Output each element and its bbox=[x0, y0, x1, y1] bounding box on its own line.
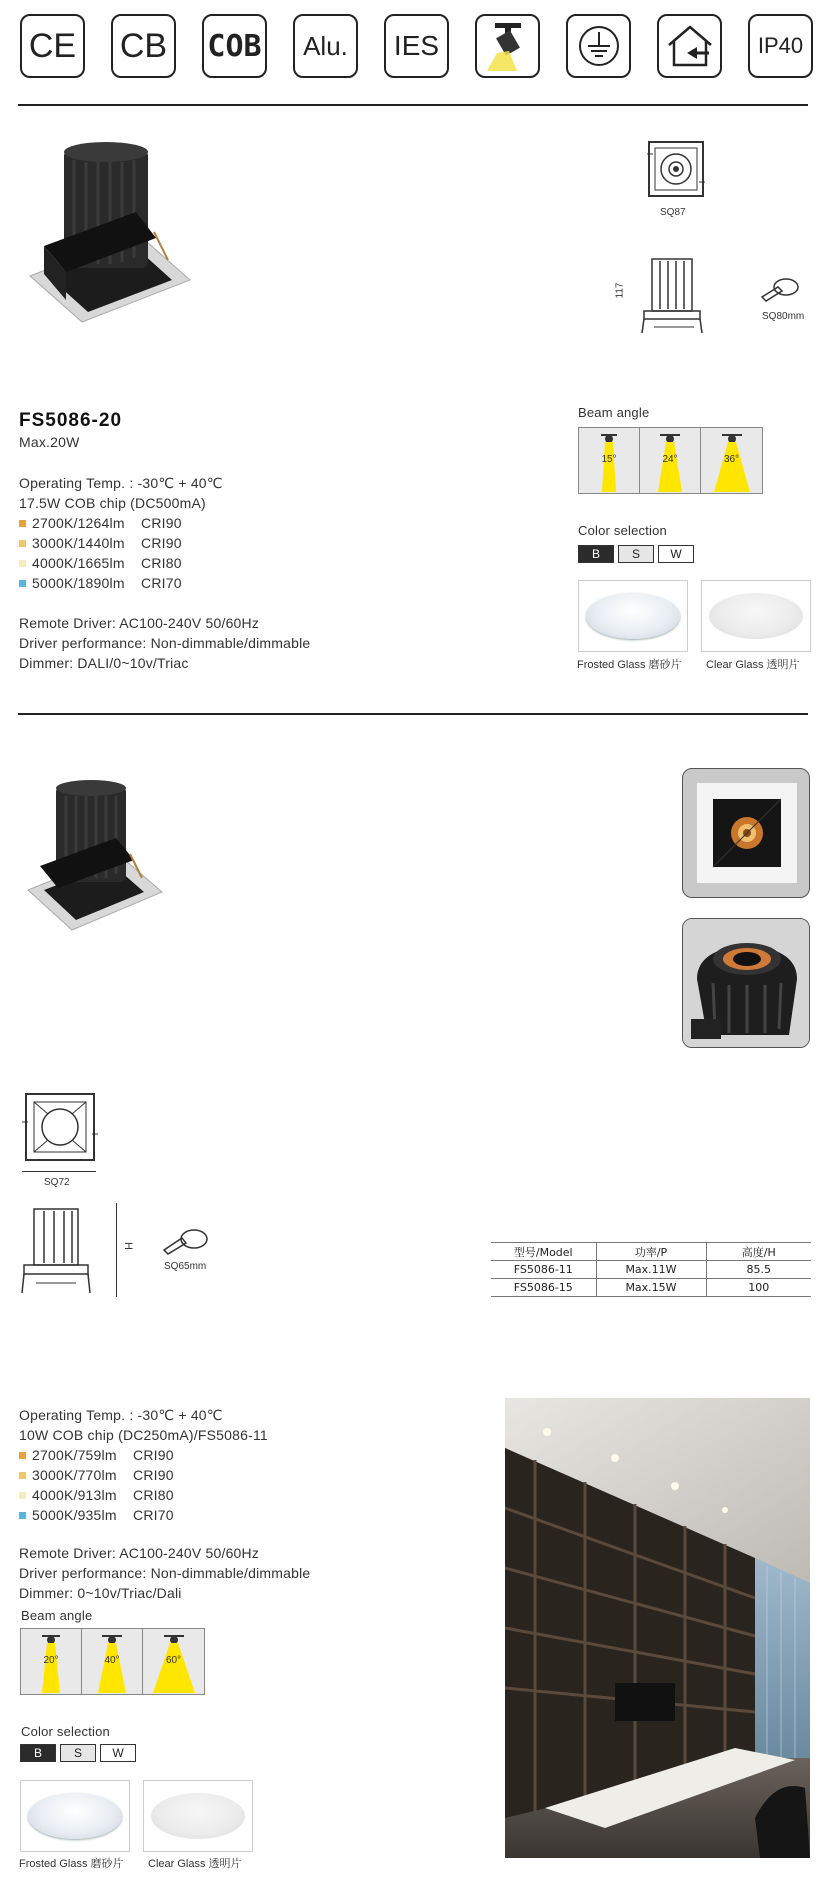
max-power: Max.20W bbox=[19, 434, 80, 450]
beam-angle-value: 36° bbox=[723, 454, 740, 465]
table-cell: FS5086-11 bbox=[491, 1261, 596, 1279]
frosted-glass-image bbox=[20, 1780, 130, 1852]
color-black-option[interactable]: B bbox=[20, 1744, 56, 1762]
beam-angle-title: Beam angle bbox=[578, 405, 650, 420]
remote-driver: Remote Driver: AC100-240V 50/60Hz bbox=[19, 615, 260, 631]
cutout-dimension-drawing bbox=[645, 138, 707, 203]
color-silver-option[interactable]: S bbox=[618, 545, 654, 563]
side-dimension-drawing bbox=[20, 1203, 100, 1303]
color-black-option[interactable]: B bbox=[578, 545, 614, 563]
clear-glass-image bbox=[701, 580, 811, 652]
ce-mark-icon: CE bbox=[20, 14, 85, 78]
cct-2700 bbox=[19, 1447, 174, 1463]
side-dimension-drawing bbox=[640, 255, 720, 345]
frosted-glass-caption: Frosted Glass 磨砂片 bbox=[19, 1858, 124, 1870]
adjustable-spot-icon bbox=[475, 14, 540, 78]
cct-swatch bbox=[19, 1492, 26, 1499]
interior-application-photo bbox=[505, 1398, 810, 1858]
cct-text: 3000K/1440lm CRI90 bbox=[32, 535, 182, 551]
operating-temp: Operating Temp. : -30℃ + 40℃ bbox=[19, 475, 223, 491]
ground-symbol-icon bbox=[566, 14, 631, 78]
dimension-line bbox=[22, 1171, 96, 1172]
color-selection-title: Color selection bbox=[21, 1724, 110, 1739]
divider bbox=[18, 713, 808, 715]
model-title: FS5086-20 bbox=[19, 410, 123, 431]
cct-text: 5000K/1890lm CRI70 bbox=[32, 575, 182, 591]
clear-glass-caption: Clear Glass 透明片 bbox=[148, 1858, 242, 1870]
hole-size-label: SQ80mm bbox=[762, 311, 805, 322]
cct-swatch bbox=[19, 560, 26, 567]
beam-option[interactable] bbox=[82, 1629, 143, 1694]
chip-spec: 10W COB chip (DC250mA)/FS5086-11 bbox=[19, 1427, 268, 1443]
product-photo-fs5086-11 bbox=[26, 778, 166, 938]
divider bbox=[18, 104, 808, 106]
cb-mark-icon: CB bbox=[111, 14, 176, 78]
cct-swatch bbox=[19, 540, 26, 547]
cob-mark-icon: COB bbox=[202, 14, 267, 78]
beam-angle-options bbox=[20, 1628, 205, 1695]
cct-swatch bbox=[19, 1452, 26, 1459]
aluminium-icon: Alu. bbox=[293, 14, 358, 78]
height-label: 117 bbox=[614, 282, 626, 299]
table-row bbox=[491, 1279, 811, 1297]
hole-saw-icon bbox=[160, 1226, 210, 1263]
beam-option[interactable] bbox=[21, 1629, 82, 1694]
cutout-size-label: SQ72 bbox=[44, 1177, 70, 1188]
beam-option[interactable] bbox=[701, 428, 762, 493]
cct-swatch bbox=[19, 580, 26, 587]
cct-text: 4000K/1665lm CRI80 bbox=[32, 555, 182, 571]
frosted-glass-caption: Frosted Glass 磨砂片 bbox=[577, 659, 682, 671]
cct-text: 5000K/935lm CRI70 bbox=[32, 1507, 174, 1523]
back-view-photo bbox=[682, 918, 810, 1048]
beam-angle-value: 60° bbox=[165, 1655, 182, 1666]
driver-performance: Driver performance: Non-dimmable/dimmable bbox=[19, 1565, 311, 1581]
cct-4000 bbox=[19, 555, 182, 571]
table-header: 高度/H bbox=[706, 1243, 811, 1261]
color-options bbox=[20, 1744, 136, 1762]
cct-4000 bbox=[19, 1487, 174, 1503]
cct-text: 3000K/770lm CRI90 bbox=[32, 1467, 174, 1483]
beam-angle-options bbox=[578, 427, 763, 494]
table-cell: 100 bbox=[706, 1279, 811, 1297]
beam-angle-value: 40° bbox=[104, 1655, 120, 1666]
ies-icon: IES bbox=[384, 14, 449, 78]
hole-size-label: SQ65mm bbox=[164, 1261, 207, 1272]
cct-swatch bbox=[19, 1472, 26, 1479]
table-header: 型号/Model bbox=[491, 1243, 596, 1261]
color-white-option[interactable]: W bbox=[100, 1744, 136, 1762]
operating-temp: Operating Temp. : -30℃ + 40℃ bbox=[19, 1407, 223, 1423]
cct-text: 2700K/759lm CRI90 bbox=[32, 1447, 174, 1463]
product-photo-fs5086-20 bbox=[28, 140, 198, 330]
beam-option[interactable] bbox=[640, 428, 701, 493]
beam-option[interactable] bbox=[579, 428, 640, 493]
model-spec-table bbox=[491, 1242, 811, 1297]
driver-performance: Driver performance: Non-dimmable/dimmable bbox=[19, 635, 311, 651]
color-selection-title: Color selection bbox=[578, 523, 667, 538]
cct-3000 bbox=[19, 1467, 174, 1483]
height-label: H bbox=[121, 1242, 134, 1250]
cct-swatch bbox=[19, 520, 26, 527]
cct-2700 bbox=[19, 515, 182, 531]
indoor-use-icon bbox=[657, 14, 722, 78]
color-white-option[interactable]: W bbox=[658, 545, 694, 563]
dimension-line bbox=[116, 1203, 117, 1297]
chip-spec: 17.5W COB chip (DC500mA) bbox=[19, 495, 206, 511]
cct-swatch bbox=[19, 1512, 26, 1519]
cct-text: 4000K/913lm CRI80 bbox=[32, 1487, 174, 1503]
table-cell: Max.11W bbox=[596, 1261, 706, 1279]
color-silver-option[interactable]: S bbox=[60, 1744, 96, 1762]
table-cell: Max.15W bbox=[596, 1279, 706, 1297]
cct-text: 2700K/1264lm CRI90 bbox=[32, 515, 182, 531]
remote-driver: Remote Driver: AC100-240V 50/60Hz bbox=[19, 1545, 260, 1561]
table-header-row bbox=[491, 1243, 811, 1261]
hole-saw-icon bbox=[760, 275, 800, 310]
cutout-dimension-drawing bbox=[22, 1090, 98, 1169]
front-view-photo bbox=[682, 768, 810, 898]
cct-5000 bbox=[19, 575, 182, 591]
clear-glass-image bbox=[143, 1780, 253, 1852]
dimmer-spec: Dimmer: DALI/0~10v/Triac bbox=[19, 655, 189, 671]
ip40-icon: IP40 bbox=[748, 14, 813, 78]
beam-angle-value: 20° bbox=[43, 1655, 59, 1666]
color-options bbox=[578, 545, 694, 563]
cct-5000 bbox=[19, 1507, 174, 1523]
beam-angle-title: Beam angle bbox=[21, 1608, 93, 1623]
table-cell: 85.5 bbox=[706, 1261, 811, 1279]
cutout-size-label: SQ87 bbox=[660, 207, 686, 218]
table-header: 功率/P bbox=[596, 1243, 706, 1261]
table-cell: FS5086-15 bbox=[491, 1279, 596, 1297]
beam-option[interactable] bbox=[143, 1629, 204, 1694]
beam-angle-value: 15° bbox=[601, 454, 617, 465]
dimmer-spec: Dimmer: 0~10v/Triac/Dali bbox=[19, 1585, 182, 1601]
table-row bbox=[491, 1261, 811, 1279]
clear-glass-caption: Clear Glass 透明片 bbox=[706, 659, 800, 671]
frosted-glass-image bbox=[578, 580, 688, 652]
cct-3000 bbox=[19, 535, 182, 551]
beam-angle-value: 24° bbox=[662, 454, 678, 465]
